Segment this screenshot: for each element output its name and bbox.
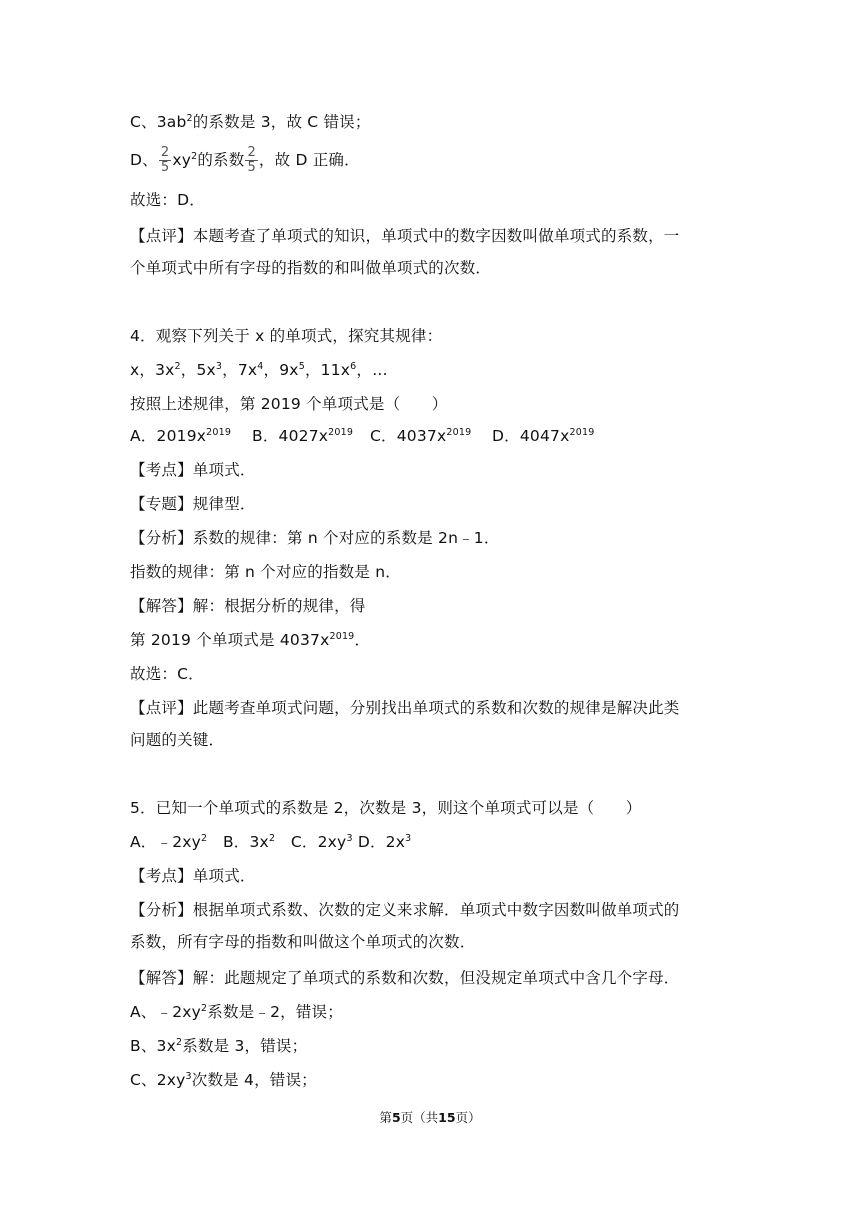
q5-option-d: $2x^3$	[385, 833, 412, 851]
q5-stem: 5．已知一个单项式的系数是 2，次数是 3，则这个单项式可以是（ ）	[130, 799, 642, 817]
q3-option-c-line: C、$3ab^2$的系数是 3，故 C 错误；	[130, 113, 371, 131]
q4-fenxi-line-2: 指数的规律：第 n 个对应的指数是 n．	[130, 563, 401, 581]
fraction: $\frac{2}{5}$	[247, 145, 256, 175]
q5-line-b: B、$3x^2$系数是 3，错误；	[130, 1037, 308, 1055]
q4-jieda-line-2: 第 2019 个单项式是 $4037x^{2019}$．	[130, 631, 371, 649]
q5-options	[130, 832, 411, 852]
q4-option-c: C．$4037x^{2019}$	[370, 427, 472, 445]
q5-kaodian: 【考点】单项式．	[130, 867, 256, 885]
q4-comment-line-2: 问题的关键．	[130, 731, 225, 749]
q3-comment-line-1: 【点评】本题考查了单项式的知识，单项式中的数字因数叫做单项式的系数，一	[130, 227, 680, 245]
q4-option-b: B．$4027x^{2019}$	[252, 427, 354, 445]
q4-stem: 4．观察下列关于 x 的单项式，探究其规律：	[130, 327, 443, 345]
q5-fenxi-line-1: 【分析】根据单项式系数、次数的定义来求解．单项式中数字因数叫做单项式的	[130, 901, 680, 919]
q4-kaodian: 【考点】单项式．	[130, 461, 256, 479]
q5-option-c: $2xy^3$ D．	[317, 833, 386, 851]
q4-options	[130, 426, 594, 446]
q4-option-a: A．$2019x^{2019}$	[130, 427, 232, 445]
q4-zhuanti: 【专题】规律型．	[130, 495, 256, 513]
q5-jieda-line-1: 【解答】解：此题规定了单项式的系数和次数，但没规定单项式中含几个字母．	[130, 969, 680, 987]
q4-fenxi-line-1: 【分析】系数的规律：第 n 个对应的系数是 2n﹣1．	[130, 529, 500, 547]
fraction: $\frac{2}{5}$	[160, 145, 170, 175]
q4-option-d: D．$4047x^{2019}$	[492, 427, 595, 445]
q5-line-c: C、$2xy^3$次数是 4，错误；	[130, 1071, 317, 1089]
q3-option-d-line: D、 $\frac{2}{5}$ $xy^2$的系数 $\frac{2}{5}$ ，故 D 正确．	[130, 145, 360, 175]
page-footer: 第5页（共15页）	[379, 1110, 481, 1125]
q3-answer: 故选：D．	[130, 191, 205, 209]
q4-answer: 故选：C．	[130, 665, 204, 683]
q5-option-b: $3x^2$ C．	[249, 833, 318, 851]
q5-option-a: A．$﹣2xy^2$ B．	[130, 833, 250, 851]
q4-jieda-line-1: 【解答】解：根据分析的规律，得	[130, 597, 366, 615]
q4-question: 按照上述规律，第 2019 个单项式是（ ）	[130, 395, 448, 413]
q3-comment-line-2: 个单项式中所有字母的指数的和叫做单项式的次数．	[130, 259, 492, 277]
q4-sequence: x，$3x^2$，$5x^3$，$7x^4$，$9x^5$，$11x^6$，…	[130, 361, 388, 379]
q4-comment-line-1: 【点评】此题考查单项式问题，分别找出单项式的系数和次数的规律是解决此类	[130, 699, 680, 717]
q5-fenxi-line-2: 系数，所有字母的指数和叫做这个单项式的次数．	[130, 933, 476, 951]
q5-line-a: A、$﹣2xy^2$系数是﹣2，错误；	[130, 1003, 343, 1021]
